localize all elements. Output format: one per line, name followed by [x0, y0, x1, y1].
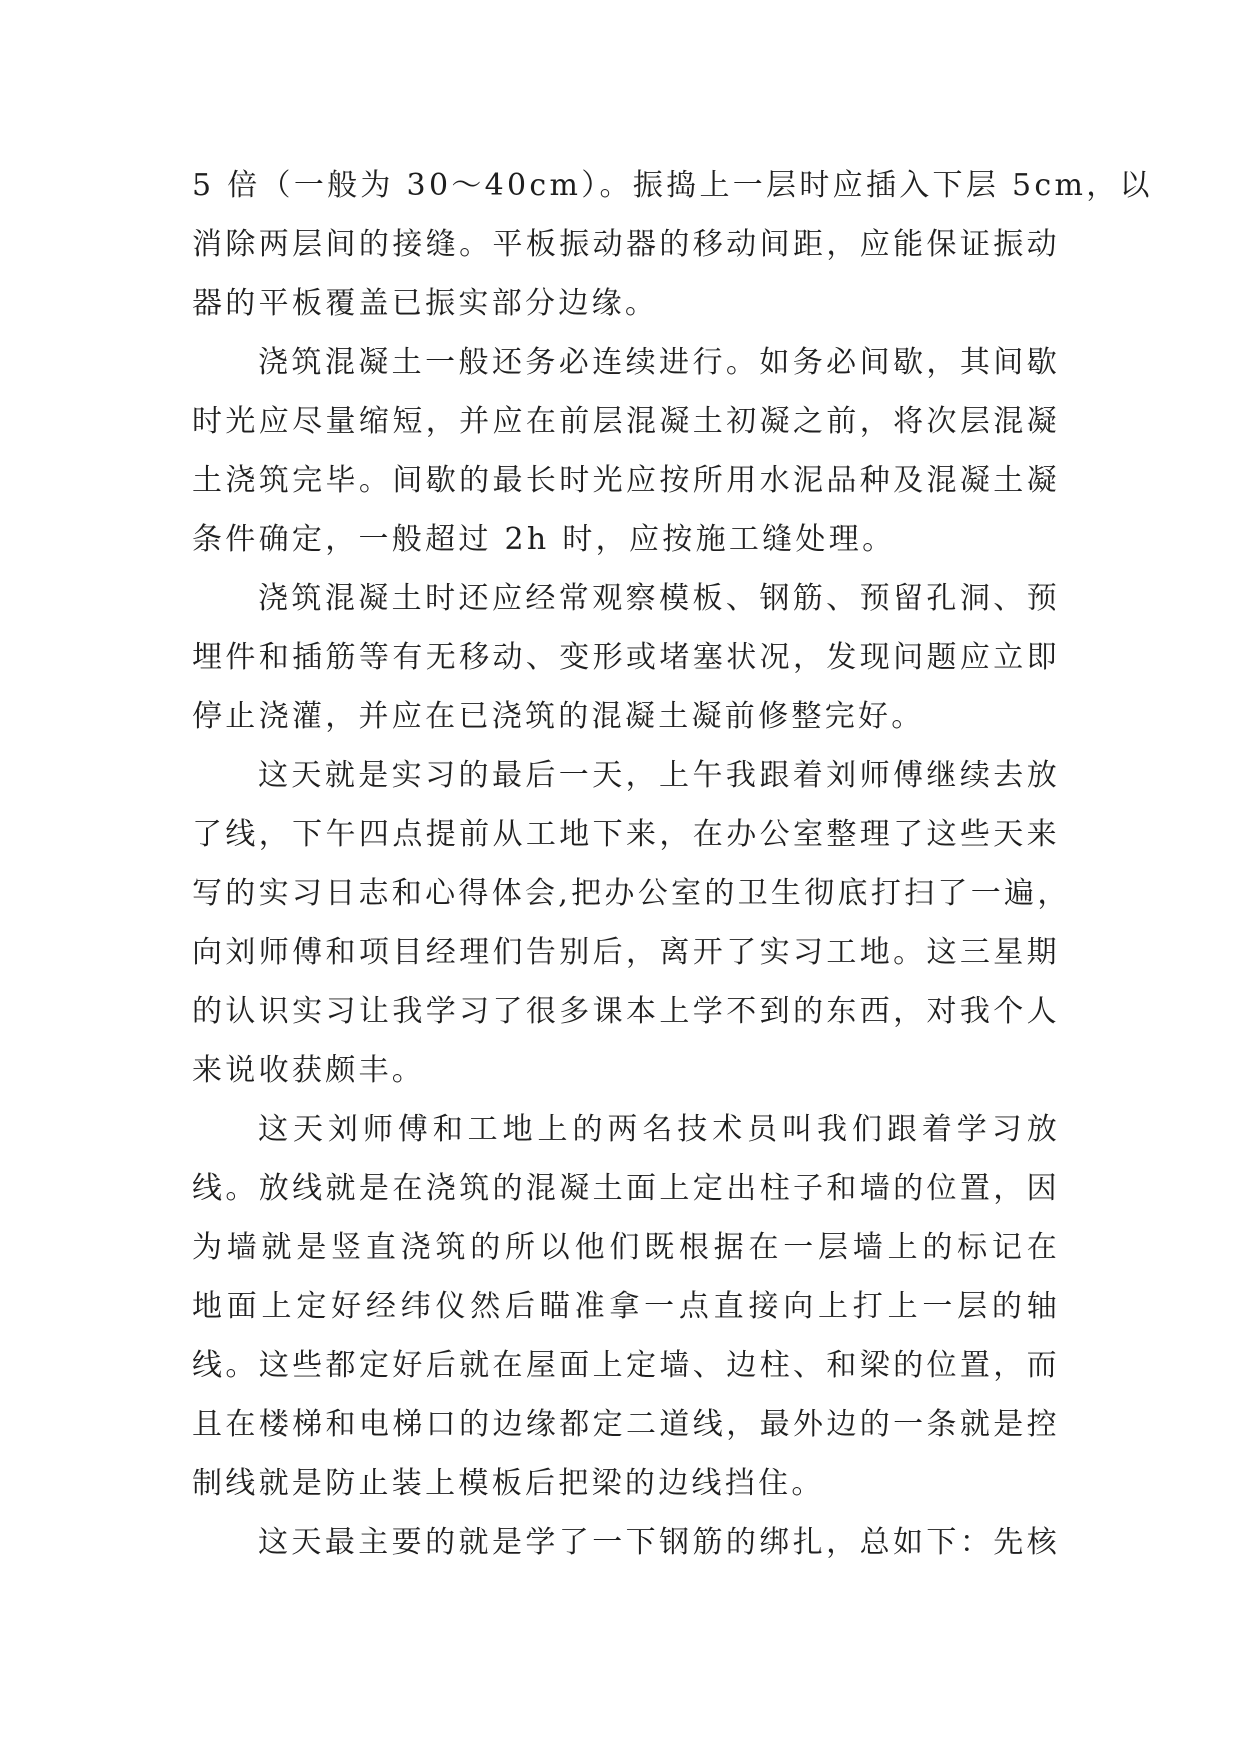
text-line: 了线，下午四点提前从工地下来，在办公室整理了这些天来 [192, 817, 1060, 852]
text-line: 这天刘师傅和工地上的两名技术员叫我们跟着学习放 [258, 1112, 1060, 1147]
text-line: 埋件和插筋等有无移动、变形或堵塞状况，发现问题应立即 [192, 640, 1060, 675]
text-line: 浇筑混凝土时还应经常观察模板、钢筋、预留孔洞、预 [258, 581, 1060, 616]
text-line: 5 倍（一般为 30～40cm）。振捣上一层时应插入下层 5cm，以 [192, 168, 1153, 203]
body-text [192, 156, 1153, 1572]
text-line: 制线就是防止装上模板后把梁的边线挡住。 [192, 1466, 825, 1501]
text-line: 器的平板覆盖已振实部分边缘。 [192, 286, 659, 321]
paragraph [192, 333, 1060, 569]
paragraph [192, 156, 1153, 333]
text-line: 来说收获颇丰。 [192, 1053, 426, 1088]
text-line: 写的实习日志和心得体会,把办公室的卫生彻底打扫了一遍， [192, 876, 1071, 911]
text-line: 条件确定，一般超过 2h 时，应按施工缝处理。 [192, 522, 896, 557]
text-line: 的认识实习让我学习了很多课本上学不到的东西，对我个人 [192, 994, 1060, 1029]
text-line: 线。这些都定好后就在屋面上定墙、边柱、和梁的位置，而 [192, 1348, 1060, 1383]
text-line: 为墙就是竖直浇筑的所以他们既根据在一层墙上的标记在 [192, 1230, 1060, 1265]
paragraph [192, 1100, 1060, 1513]
paragraph [192, 569, 1060, 746]
text-line: 地面上定好经纬仪然后瞄准拿一点直接向上打上一层的轴 [192, 1289, 1060, 1324]
paragraph [192, 1513, 1060, 1572]
text-line: 土浇筑完毕。间歇的最长时光应按所用水泥品种及混凝土凝 [192, 463, 1060, 498]
text-line: 且在楼梯和电梯口的边缘都定二道线，最外边的一条就是控 [192, 1407, 1060, 1442]
text-line: 这天最主要的就是学了一下钢筋的绑扎，总如下：先核 [258, 1525, 1060, 1560]
text-line: 消除两层间的接缝。平板振动器的移动间距，应能保证振动 [192, 227, 1060, 262]
text-line: 浇筑混凝土一般还务必连续进行。如务必间歇，其间歇 [258, 345, 1060, 380]
text-line: 时光应尽量缩短，并应在前层混凝土初凝之前，将次层混凝 [192, 404, 1060, 439]
text-line: 线。放线就是在浇筑的混凝土面上定出柱子和墙的位置，因 [192, 1171, 1060, 1206]
paragraph [192, 746, 1071, 1100]
text-line: 停止浇灌，并应在已浇筑的混凝土凝前修整完好。 [192, 699, 925, 734]
text-line: 这天就是实习的最后一天，上午我跟着刘师傅继续去放 [258, 758, 1060, 793]
text-line: 向刘师傅和项目经理们告别后，离开了实习工地。这三星期 [192, 935, 1060, 970]
